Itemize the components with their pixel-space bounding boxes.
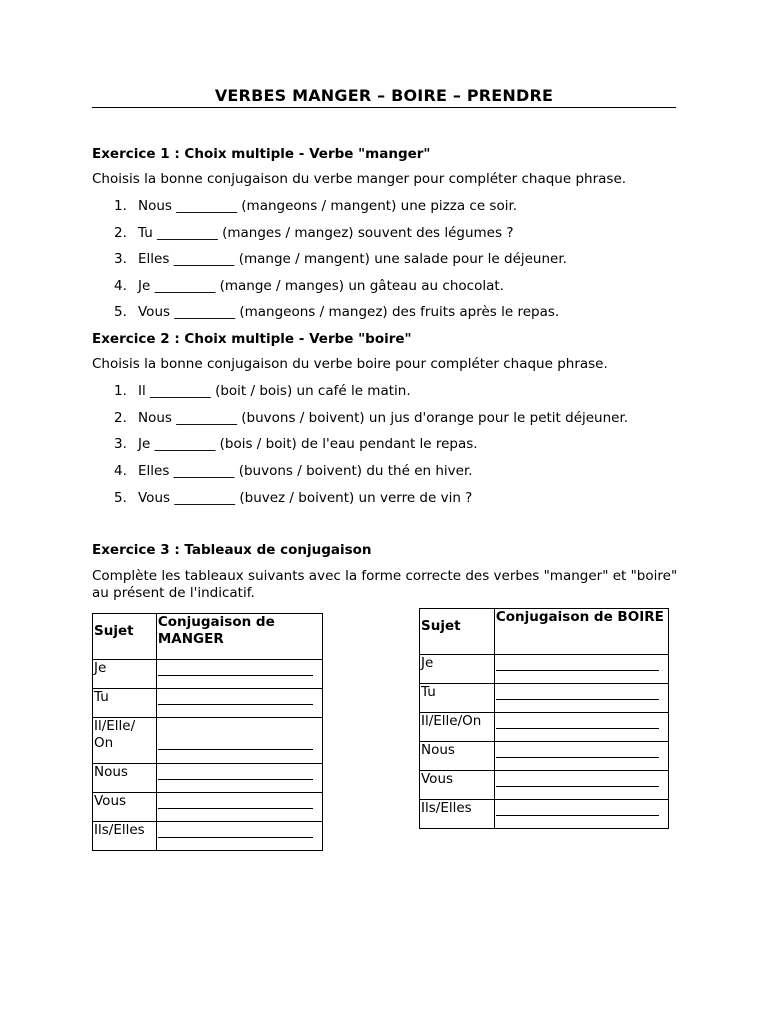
subject-cell: Nous: [93, 764, 157, 793]
exercise1-item: [114, 277, 504, 295]
item-text: Je _________ (bois / boit) de l'eau pendant le repas.: [138, 436, 478, 452]
table-header-subject: Sujet: [420, 609, 495, 655]
item-text: Vous _________ (mangeons / mangez) des fruits après le repas.: [138, 304, 560, 320]
subject-cell: Il/Elle/On: [420, 713, 495, 742]
item-text: Tu _________ (manges / mangez) souvent des légumes ?: [138, 225, 514, 241]
answer-cell[interactable]: [494, 713, 668, 742]
title-underline: [92, 107, 676, 108]
answer-cell[interactable]: [156, 822, 322, 851]
answer-blank-line: [496, 786, 659, 787]
answer-cell[interactable]: [494, 655, 668, 684]
answer-blank-line: [158, 808, 313, 809]
exercise2-heading: Exercice 2 : Choix multiple - Verbe "boire": [92, 331, 412, 347]
answer-blank-line: [496, 728, 659, 729]
exercise2-item: [114, 382, 411, 400]
exercise2-item: [114, 409, 628, 427]
item-number: 3.: [114, 251, 127, 267]
answer-cell[interactable]: [156, 689, 322, 718]
answer-blank-line: [158, 675, 313, 676]
item-number: 2.: [114, 225, 127, 241]
answer-blank-line: [496, 757, 659, 758]
subject-cell: Vous: [93, 793, 157, 822]
exercise2-item: [114, 462, 473, 480]
answer-blank-line: [158, 837, 313, 838]
subject-cell: Il/Elle/ On: [93, 718, 157, 764]
answer-cell[interactable]: [494, 742, 668, 771]
table-header-subject: Sujet: [93, 614, 157, 660]
answer-cell[interactable]: [494, 800, 668, 829]
item-text: Je _________ (mange / manges) un gâteau au chocolat.: [138, 278, 504, 294]
item-number: 1.: [114, 383, 127, 399]
exercise2-item: [114, 435, 478, 453]
item-text: Elles _________ (mange / mangent) une salade pour le déjeuner.: [138, 251, 567, 267]
answer-cell[interactable]: [494, 771, 668, 800]
answer-cell[interactable]: [156, 660, 322, 689]
exercise1-instruction: Choisis la bonne conjugaison du verbe manger pour compléter chaque phrase.: [92, 171, 627, 187]
item-number: 5.: [114, 490, 127, 506]
subject-cell: Je: [93, 660, 157, 689]
answer-cell[interactable]: [156, 764, 322, 793]
exercise1-item: [114, 250, 567, 268]
item-text: Il _________ (boit / bois) un café le matin.: [138, 383, 411, 399]
exercise3-instruction: Complète les tableaux suivants avec la forme correcte des verbes "manger" et "boire" au présent de l'indicatif.: [92, 568, 678, 601]
subject-cell: Vous: [420, 771, 495, 800]
item-text: Nous _________ (buvons / boivent) un jus d'orange pour le petit déjeuner.: [138, 410, 629, 426]
answer-blank-line: [158, 704, 313, 705]
item-number: 3.: [114, 436, 127, 452]
table-header-conjugation: Conjugaison de MANGER: [156, 614, 322, 660]
conjugation-table-manger: [92, 613, 323, 851]
subject-cell: Ils/Elles: [93, 822, 157, 851]
exercise2-instruction: Choisis la bonne conjugaison du verbe boire pour compléter chaque phrase.: [92, 356, 608, 372]
table-header-conjugation: Conjugaison de BOIRE: [494, 609, 668, 655]
page-title: VERBES MANGER – BOIRE – PRENDRE: [214, 86, 554, 105]
subject-cell: Tu: [93, 689, 157, 718]
item-number: 4.: [114, 278, 127, 294]
item-number: 2.: [114, 410, 127, 426]
exercise2-item: [114, 489, 472, 507]
conjugation-table-boire: [419, 608, 669, 829]
item-number: 4.: [114, 463, 127, 479]
exercise1-item: [114, 224, 513, 242]
item-number: 1.: [114, 198, 127, 214]
answer-blank-line: [158, 749, 313, 750]
answer-cell[interactable]: [494, 684, 668, 713]
subject-cell: Nous: [420, 742, 495, 771]
item-text: Vous _________ (buvez / boivent) un verre de vin ?: [138, 490, 473, 506]
exercise3-heading: Exercice 3 : Tableaux de conjugaison: [92, 542, 372, 558]
answer-cell[interactable]: [156, 793, 322, 822]
item-number: 5.: [114, 304, 127, 320]
subject-cell: Ils/Elles: [420, 800, 495, 829]
answer-blank-line: [496, 815, 659, 816]
item-text: Elles _________ (buvons / boivent) du thé en hiver.: [138, 463, 473, 479]
subject-cell: Je: [420, 655, 495, 684]
answer-blank-line: [496, 699, 659, 700]
exercise1-heading: Exercice 1 : Choix multiple - Verbe "manger": [92, 146, 431, 162]
answer-cell[interactable]: [156, 718, 322, 764]
answer-blank-line: [496, 670, 659, 671]
subject-cell: Tu: [420, 684, 495, 713]
exercise1-item: [114, 197, 517, 215]
answer-blank-line: [158, 779, 313, 780]
item-text: Nous _________ (mangeons / mangent) une pizza ce soir.: [138, 198, 518, 214]
exercise1-item: [114, 303, 559, 321]
